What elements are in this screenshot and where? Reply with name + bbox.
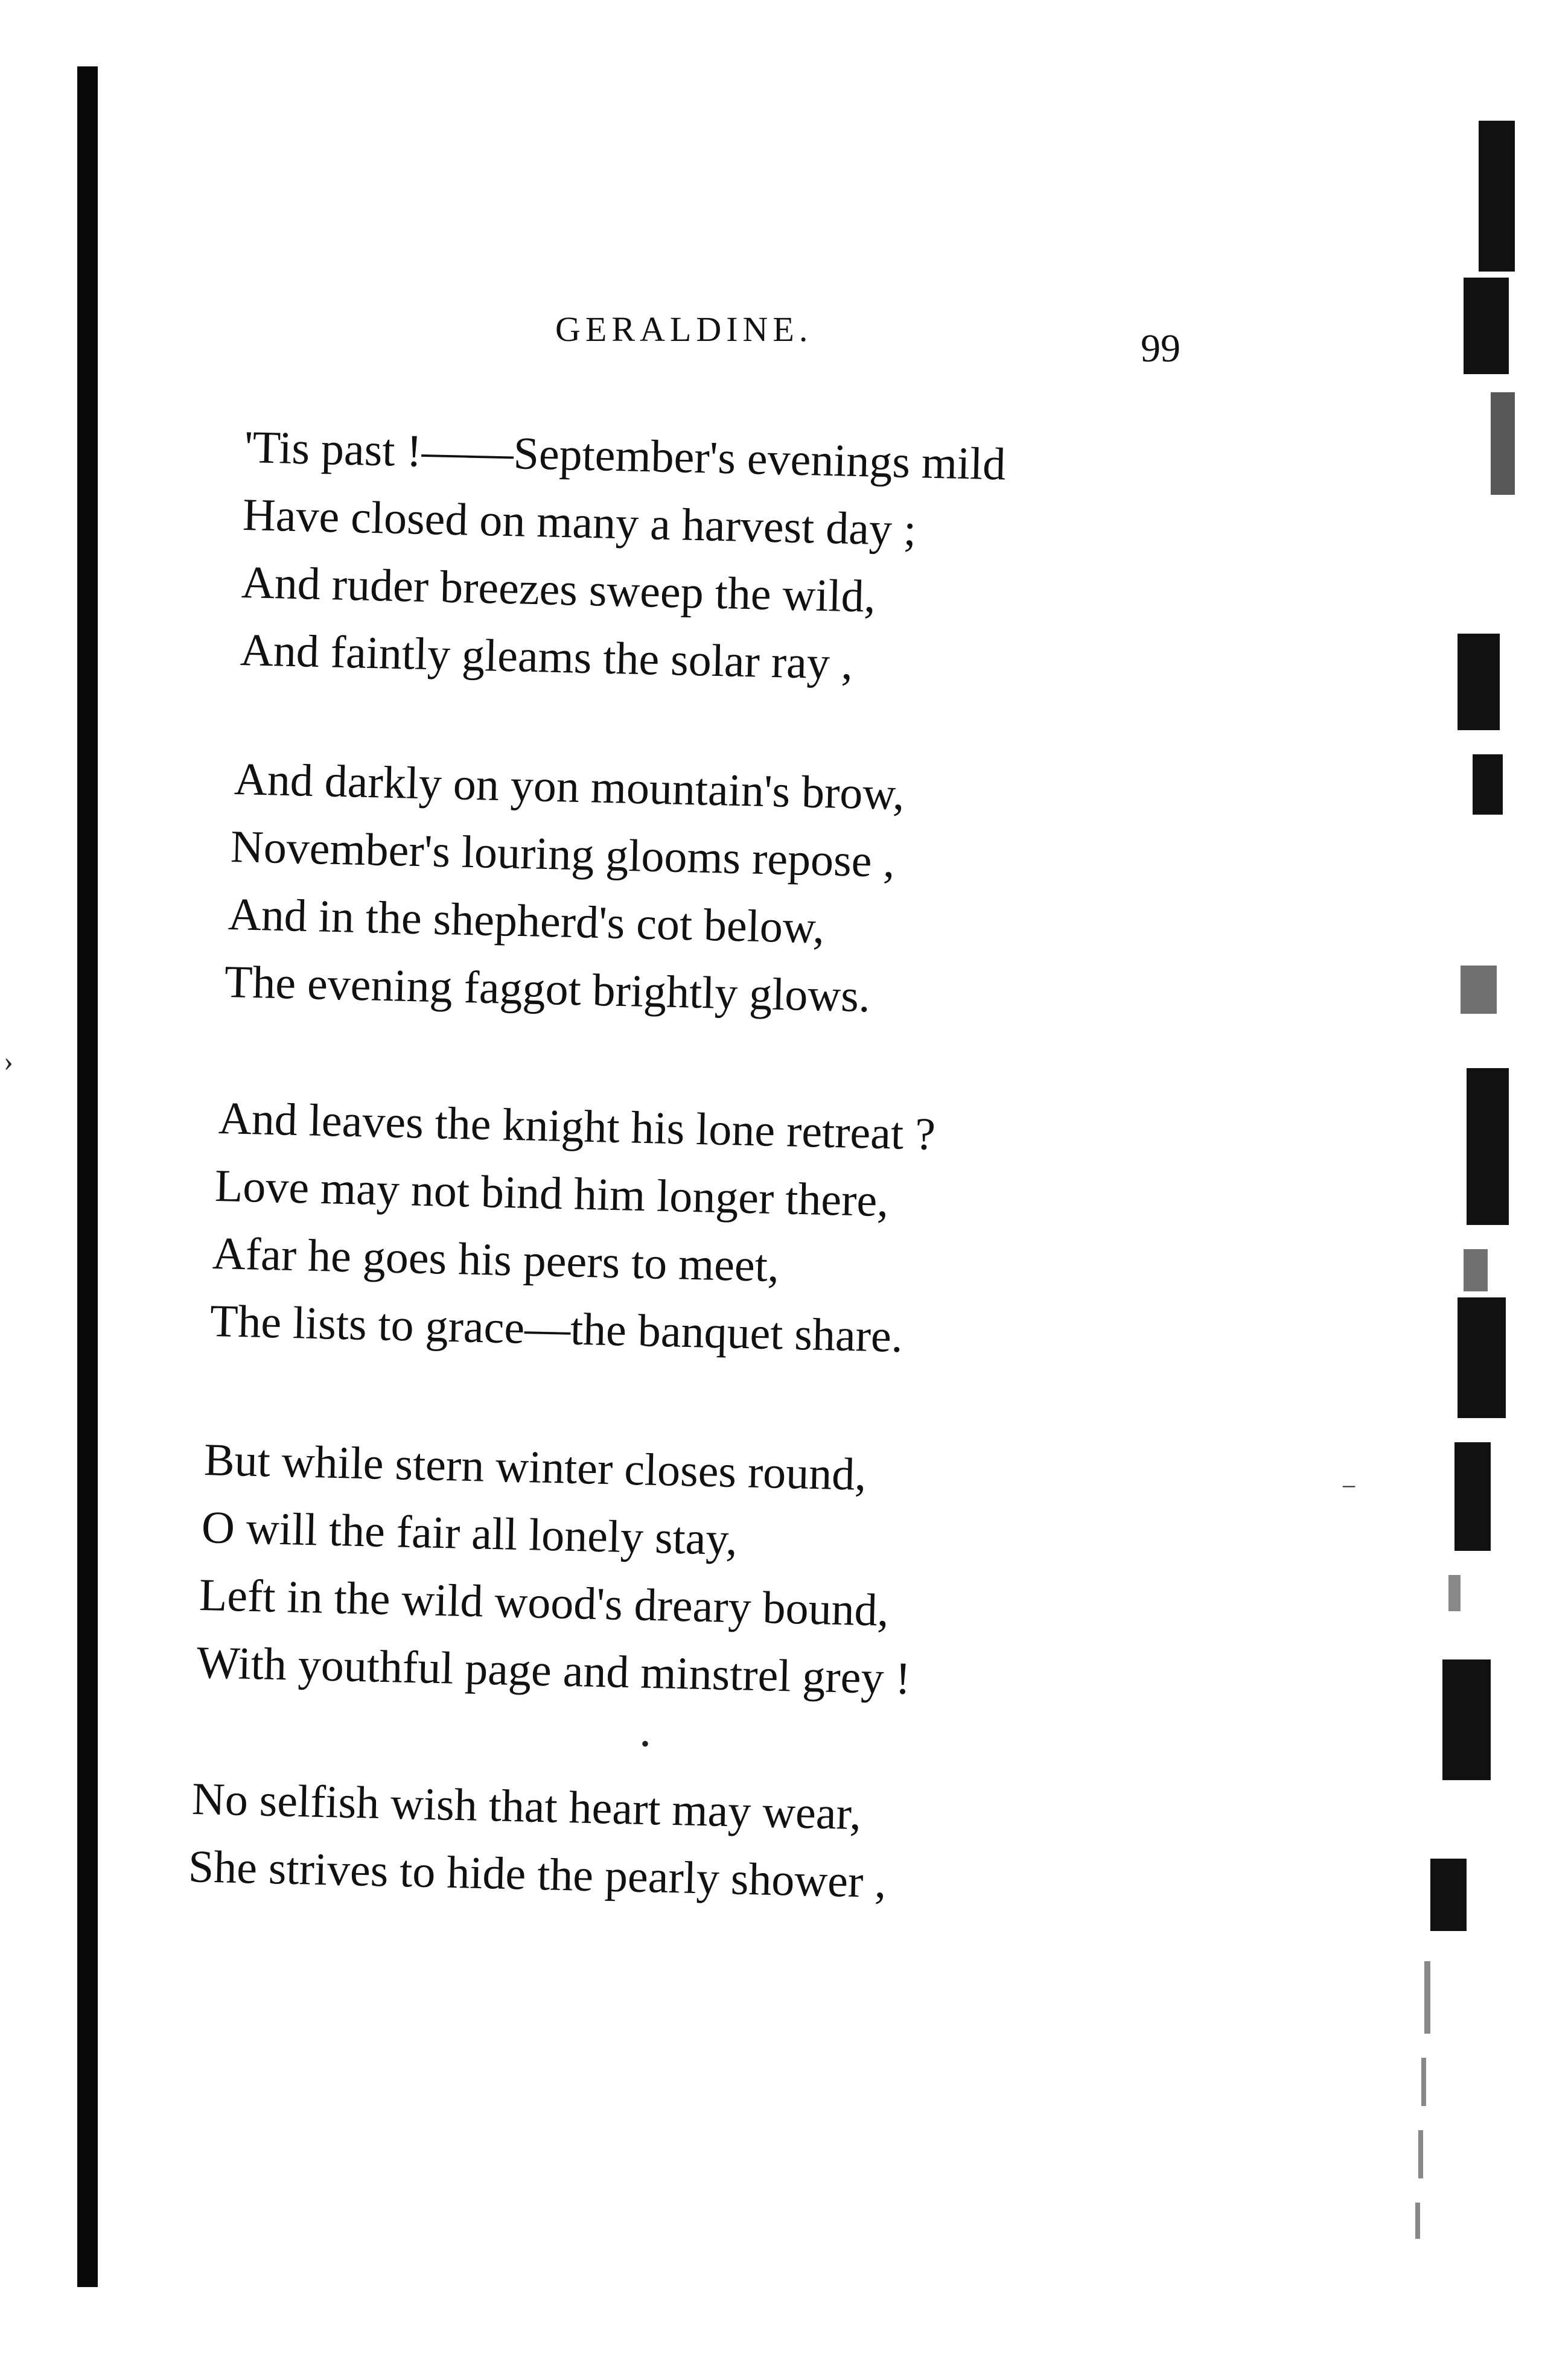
poem-line: Have closed on many a harvest day ; [242, 489, 917, 556]
poem-line: She strives to hide the pearly shower , [188, 1841, 887, 1908]
page-number: 99 [1141, 326, 1180, 371]
poem-line: Afar he goes his peers to meet, [212, 1228, 780, 1292]
scan-artifact [1415, 2203, 1420, 2239]
scan-artifact [1458, 1297, 1506, 1418]
poem-line: The evening faggot brightly glows. [224, 956, 871, 1022]
scan-artifact [1479, 121, 1515, 272]
scan-artifact [1430, 1859, 1467, 1931]
poem-line: But while stern winter closes round, [203, 1434, 867, 1500]
poem-line: And faintly gleams the solar ray , [240, 625, 853, 690]
scan-artifact [1454, 1442, 1491, 1551]
poem-line: O will the fair all lonely stay, [201, 1502, 738, 1565]
scan-artifact [1467, 1068, 1509, 1225]
scan-artifact [1418, 2130, 1423, 2178]
poem-line: And leaves the knight his lone retreat ? [218, 1093, 936, 1160]
scan-artifact [1424, 1961, 1430, 2034]
scan-bleed-through [1406, 91, 1527, 2263]
scan-artifact [1448, 1575, 1461, 1611]
poem-line: November's louring glooms repose , [230, 821, 896, 887]
scan-artifact [1442, 1659, 1491, 1780]
scan-artifact [1461, 966, 1497, 1014]
scan-artifact [1491, 392, 1515, 495]
dot-mark: • [641, 1730, 650, 1757]
scan-artifact [1458, 634, 1500, 730]
poem-line: And in the shepherd's cot below, [228, 889, 825, 953]
poem-line: And darkly on yon mountain's brow, [234, 754, 905, 820]
running-head: GERALDINE. [555, 310, 813, 349]
poem-line: Left in the wild wood's dreary bound, [199, 1570, 890, 1636]
scan-artifact [1473, 754, 1503, 815]
poem-line: With youthful page and minstrel grey ! [196, 1637, 911, 1704]
margin-mark: › [4, 1045, 13, 1077]
scan-artifact [1464, 1249, 1488, 1291]
poem-line: 'Tis past !——September's evenings mild [244, 422, 1007, 490]
poem-line: Love may not bind him longer there, [214, 1160, 890, 1227]
poem-line: No selfish wish that heart may wear, [191, 1774, 862, 1840]
poem-line: The lists to grace—the banquet share. [209, 1296, 903, 1363]
poem-line: And ruder breezes sweep the wild, [241, 557, 876, 622]
scan-artifact [1421, 2058, 1426, 2106]
dash-mark: – [1343, 1471, 1355, 1498]
scan-artifact [1464, 278, 1509, 374]
